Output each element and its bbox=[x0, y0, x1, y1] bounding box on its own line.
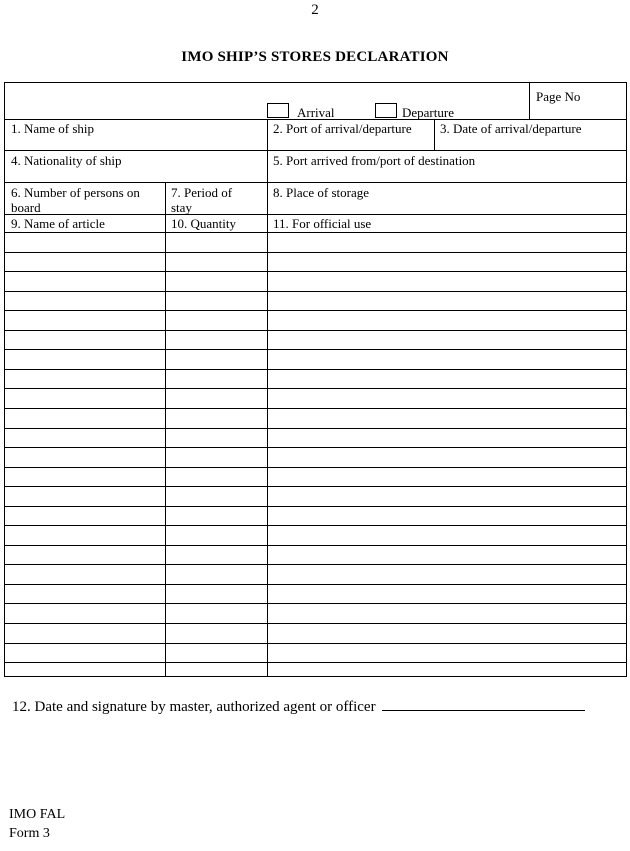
signature-field[interactable] bbox=[382, 696, 585, 711]
page-no-divider bbox=[529, 83, 530, 119]
storage-label: 8. Place of storage bbox=[273, 185, 370, 200]
col-name-of-article: 9. Name of article bbox=[11, 216, 105, 231]
table-row-line bbox=[5, 291, 626, 292]
form-title: IMO SHIP’S STORES DECLARATION bbox=[181, 49, 449, 65]
page-no-label: Page No bbox=[536, 89, 581, 104]
divider bbox=[434, 119, 435, 150]
table-row-line bbox=[5, 584, 626, 585]
table-row-line bbox=[5, 310, 626, 311]
nationality-label: 4. Nationality of ship bbox=[11, 153, 122, 168]
divider bbox=[5, 150, 626, 151]
table-row-line bbox=[5, 545, 626, 546]
divider bbox=[165, 182, 166, 214]
table-row-line bbox=[5, 623, 626, 624]
persons-label-1: 6. Number of persons on bbox=[11, 185, 140, 200]
table-column-divider bbox=[267, 214, 268, 677]
table-row-line bbox=[5, 349, 626, 350]
table-row-line bbox=[5, 447, 626, 448]
col-official-use: 11. For official use bbox=[273, 216, 372, 231]
table-row-line bbox=[5, 252, 626, 253]
arrival-checkbox[interactable] bbox=[267, 103, 289, 118]
table-row-line bbox=[5, 603, 626, 604]
port-from-label: 5. Port arrived from/port of destination bbox=[273, 153, 476, 168]
divider bbox=[5, 214, 626, 215]
table-row-line bbox=[5, 271, 626, 272]
table-row-line bbox=[5, 662, 626, 663]
table-row-line bbox=[5, 525, 626, 526]
footer-line-1: IMO FAL bbox=[9, 807, 66, 822]
table-row-line bbox=[5, 564, 626, 565]
page-number: 2 bbox=[311, 2, 319, 18]
table-row-line bbox=[5, 506, 626, 507]
departure-checkbox[interactable] bbox=[375, 103, 397, 118]
table-row-line bbox=[5, 643, 626, 644]
signature-label: 12. Date and signature by master, authorized agent or officer bbox=[12, 699, 376, 715]
port-label: 2. Port of arrival/departure bbox=[273, 121, 412, 136]
table-column-divider bbox=[165, 214, 166, 677]
persons-label-2: board bbox=[11, 200, 41, 215]
signature-line bbox=[12, 696, 585, 716]
table-row-line bbox=[5, 388, 626, 389]
name-of-ship-label: 1. Name of ship bbox=[11, 121, 95, 136]
divider bbox=[267, 119, 268, 214]
table-row-line bbox=[5, 408, 626, 409]
table-row-line bbox=[5, 232, 626, 233]
table-row-line bbox=[5, 467, 626, 468]
period-label-1: 7. Period of bbox=[171, 185, 233, 200]
footer-line-2: Form 3 bbox=[9, 826, 50, 841]
period-label-2: stay bbox=[171, 200, 192, 215]
departure-label: Departure bbox=[402, 105, 454, 120]
table-row-line bbox=[5, 486, 626, 487]
divider bbox=[5, 119, 626, 120]
col-quantity: 10. Quantity bbox=[171, 216, 236, 231]
date-label: 3. Date of arrival/departure bbox=[440, 121, 582, 136]
divider bbox=[5, 182, 626, 183]
table-row-line bbox=[5, 369, 626, 370]
table-row-line bbox=[5, 428, 626, 429]
declaration-form bbox=[4, 82, 627, 677]
arrival-label: Arrival bbox=[297, 105, 335, 120]
table-row-line bbox=[5, 330, 626, 331]
